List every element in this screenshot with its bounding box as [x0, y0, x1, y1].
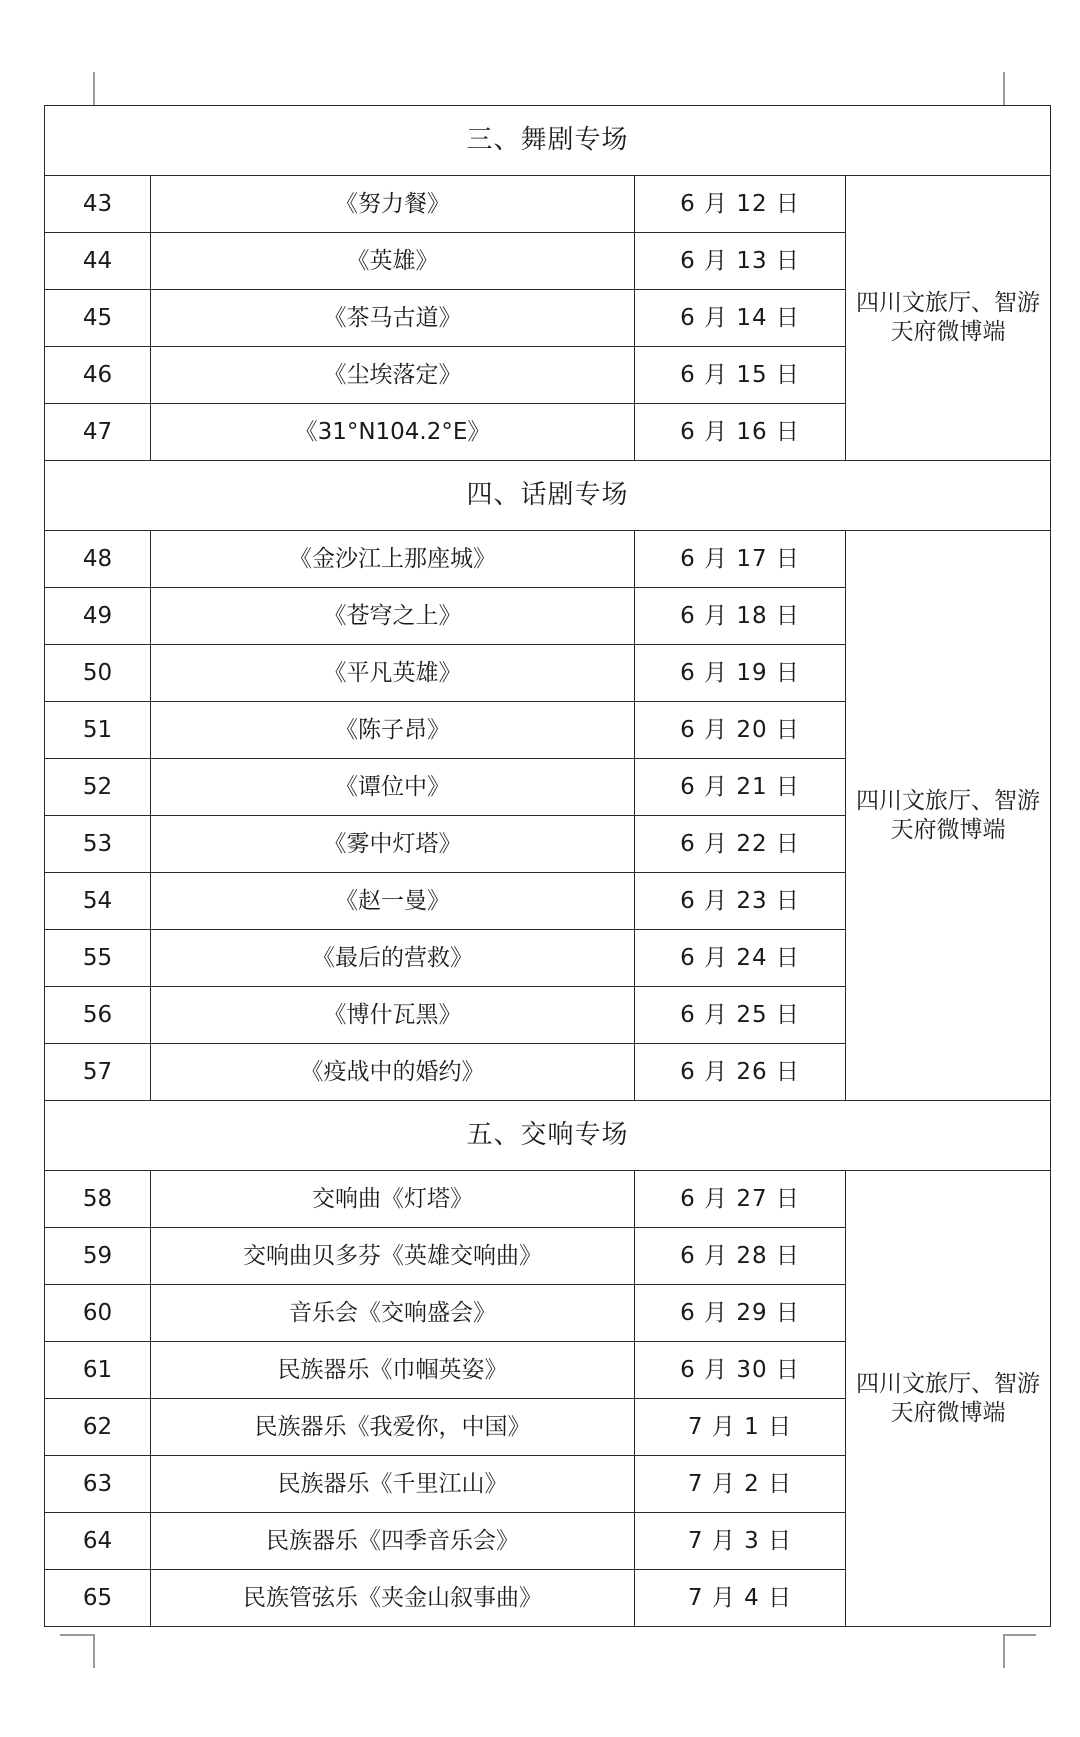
broadcast-date: 6 月 20 日	[635, 702, 846, 759]
crop-mark-top-right	[1003, 72, 1005, 105]
broadcast-date: 6 月 14 日	[635, 290, 846, 347]
program-name: 《平凡英雄》	[151, 645, 635, 702]
section-title: 四、话剧专场	[45, 461, 1051, 531]
section-header-row	[45, 461, 1051, 531]
section-title: 五、交响专场	[45, 1101, 1051, 1171]
row-number: 57	[45, 1044, 151, 1101]
program-name: 《尘埃落定》	[151, 347, 635, 404]
row-number: 63	[45, 1456, 151, 1513]
broadcast-date: 6 月 25 日	[635, 987, 846, 1044]
table-row	[45, 176, 1051, 233]
schedule-table	[44, 105, 1051, 1627]
program-name: 《金沙江上那座城》	[151, 531, 635, 588]
table-row	[45, 1171, 1051, 1228]
broadcast-date: 7 月 1 日	[635, 1399, 846, 1456]
program-name: 《苍穹之上》	[151, 588, 635, 645]
row-number: 62	[45, 1399, 151, 1456]
row-number: 65	[45, 1570, 151, 1627]
row-number: 44	[45, 233, 151, 290]
crop-mark-bottom-right-v	[1003, 1634, 1005, 1668]
program-name: 《赵一曼》	[151, 873, 635, 930]
broadcast-date: 6 月 21 日	[635, 759, 846, 816]
broadcast-date: 6 月 30 日	[635, 1342, 846, 1399]
row-number: 46	[45, 347, 151, 404]
broadcast-date: 6 月 17 日	[635, 531, 846, 588]
platform-cell: 四川文旅厅、智游天府微博端	[846, 531, 1051, 1101]
broadcast-date: 7 月 2 日	[635, 1456, 846, 1513]
broadcast-date: 7 月 3 日	[635, 1513, 846, 1570]
row-number: 47	[45, 404, 151, 461]
broadcast-date: 6 月 27 日	[635, 1171, 846, 1228]
crop-mark-bottom-left-v	[93, 1634, 95, 1668]
program-name: 《最后的营救》	[151, 930, 635, 987]
crop-mark-top-left	[93, 72, 95, 105]
broadcast-date: 6 月 18 日	[635, 588, 846, 645]
program-name: 《疫战中的婚约》	[151, 1044, 635, 1101]
broadcast-date: 6 月 12 日	[635, 176, 846, 233]
program-name: 《茶马古道》	[151, 290, 635, 347]
row-number: 52	[45, 759, 151, 816]
program-name: 民族器乐《四季音乐会》	[151, 1513, 635, 1570]
program-name: 民族管弦乐《夹金山叙事曲》	[151, 1570, 635, 1627]
program-name: 民族器乐《巾帼英姿》	[151, 1342, 635, 1399]
row-number: 45	[45, 290, 151, 347]
program-name: 《英雄》	[151, 233, 635, 290]
broadcast-date: 6 月 24 日	[635, 930, 846, 987]
program-name: 音乐会《交响盛会》	[151, 1285, 635, 1342]
program-name: 交响曲《灯塔》	[151, 1171, 635, 1228]
row-number: 59	[45, 1228, 151, 1285]
row-number: 48	[45, 531, 151, 588]
program-name: 交响曲贝多芬《英雄交响曲》	[151, 1228, 635, 1285]
broadcast-date: 6 月 19 日	[635, 645, 846, 702]
row-number: 53	[45, 816, 151, 873]
program-name: 《谭位中》	[151, 759, 635, 816]
broadcast-date: 6 月 22 日	[635, 816, 846, 873]
program-name: 民族器乐《我爱你，中国》	[151, 1399, 635, 1456]
platform-cell: 四川文旅厅、智游天府微博端	[846, 1171, 1051, 1627]
broadcast-date: 6 月 23 日	[635, 873, 846, 930]
crop-mark-bottom-left-h	[60, 1634, 93, 1636]
program-name: 民族器乐《千里江山》	[151, 1456, 635, 1513]
row-number: 60	[45, 1285, 151, 1342]
program-name: 《博什瓦黑》	[151, 987, 635, 1044]
broadcast-date: 6 月 13 日	[635, 233, 846, 290]
broadcast-date: 7 月 4 日	[635, 1570, 846, 1627]
broadcast-date: 6 月 16 日	[635, 404, 846, 461]
program-name: 《雾中灯塔》	[151, 816, 635, 873]
broadcast-date: 6 月 26 日	[635, 1044, 846, 1101]
program-name: 《努力餐》	[151, 176, 635, 233]
row-number: 51	[45, 702, 151, 759]
crop-mark-bottom-right-h	[1003, 1634, 1036, 1636]
row-number: 54	[45, 873, 151, 930]
row-number: 49	[45, 588, 151, 645]
row-number: 56	[45, 987, 151, 1044]
platform-cell: 四川文旅厅、智游天府微博端	[846, 176, 1051, 461]
program-name: 《陈子昂》	[151, 702, 635, 759]
section-header-row	[45, 106, 1051, 176]
table-row	[45, 531, 1051, 588]
section-header-row	[45, 1101, 1051, 1171]
schedule-body	[45, 106, 1051, 1627]
broadcast-date: 6 月 29 日	[635, 1285, 846, 1342]
row-number: 58	[45, 1171, 151, 1228]
broadcast-date: 6 月 28 日	[635, 1228, 846, 1285]
row-number: 55	[45, 930, 151, 987]
row-number: 50	[45, 645, 151, 702]
row-number: 61	[45, 1342, 151, 1399]
program-name: 《31°N104.2°E》	[151, 404, 635, 461]
section-title: 三、舞剧专场	[45, 106, 1051, 176]
broadcast-date: 6 月 15 日	[635, 347, 846, 404]
row-number: 64	[45, 1513, 151, 1570]
row-number: 43	[45, 176, 151, 233]
